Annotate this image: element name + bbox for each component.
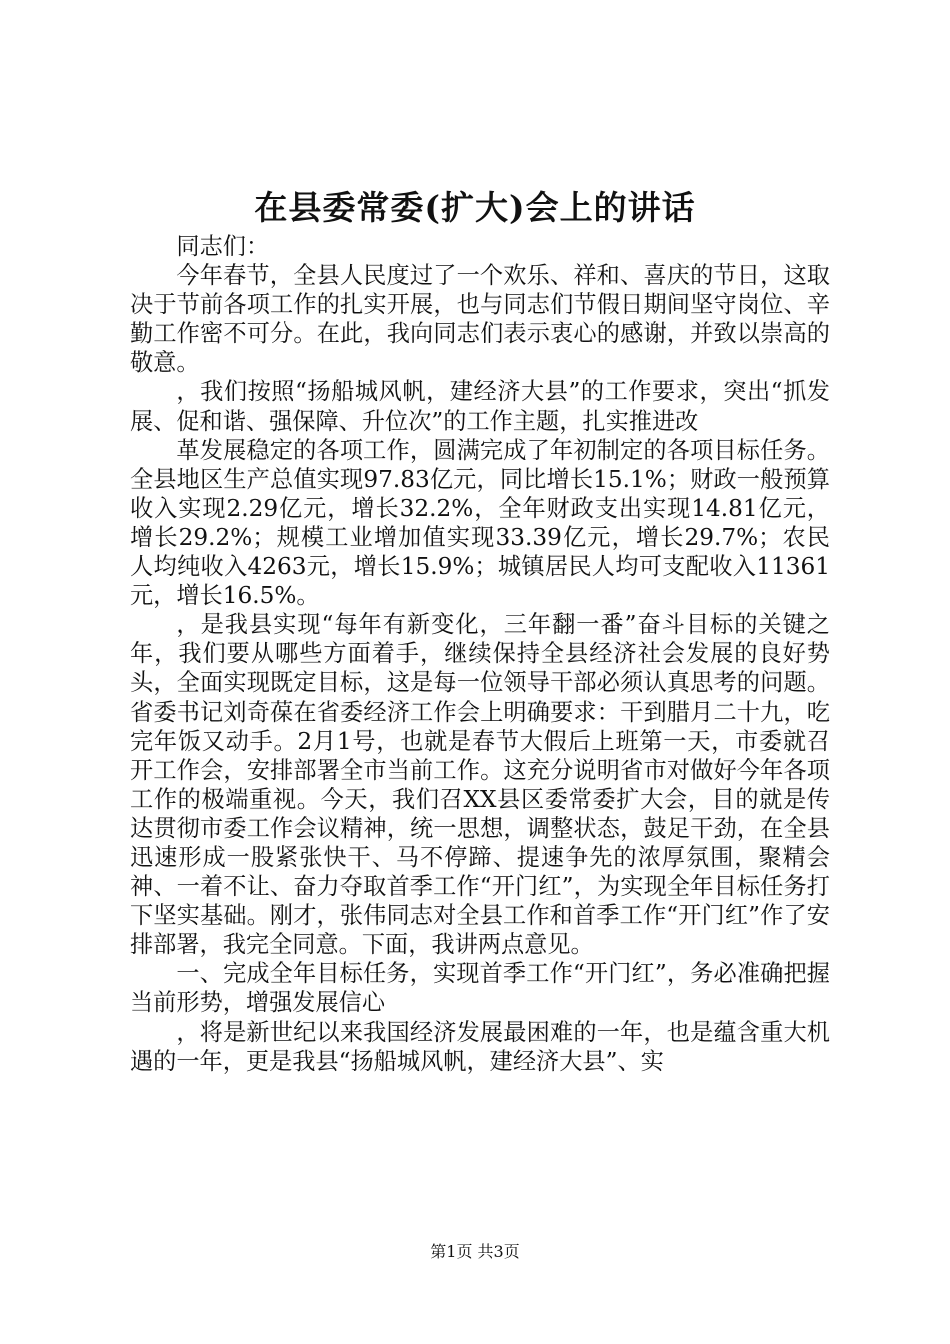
document-body — [130, 232, 830, 1076]
paragraph: ，是我县实现“每年有新变化，三年翻一番”奋斗目标的关键之年，我们要从哪些方面着手，继续保持全县经济社会发展的良好势头，全面实现既定目标，这是每一位领导干部必须认真思考的问题。省委书记刘奇葆在省委经济工作会上明确要求：干到腊月二十九，吃完年饭又动手。2月1号，也就是春节大假后上班第一天，市委就召开工作会，安排部署全市当前工作。这充分说明省市对做好今年各项工作的极端重视。今天，我们召XX县区委常委扩大会，目的就是传达贯彻市委工作会议精神，统一思想，调整状态，鼓足干劲，在全县迅速形成一股紧张快干、马不停蹄、提速争先的浓厚氛围，聚精会神、一着不让、奋力夺取首季工作“开门红”，为实现全年目标任务打下坚实基础。刚才，张伟同志对全县工作和首季工作“开门红”作了安排部署，我完全同意。下面，我讲两点意见。 — [130, 611, 830, 959]
paragraph: ，将是新世纪以来我国经济发展最困难的一年，也是蕴含重大机遇的一年，更是我县“扬船城风帆，建经济大县”、实 — [130, 1018, 830, 1075]
paragraph: ，我们按照“扬船城风帆，建经济大县”的工作要求，突出“抓发展、促和谐、强保障、升位次”的工作主题，扎实推进改 — [130, 378, 830, 435]
section-heading: 一、完成全年目标任务，实现首季工作“开门红”，务必准确把握当前形势，增强发展信心 — [130, 960, 830, 1017]
document-title: 在县委常委(扩大)会上的讲话 — [254, 188, 696, 227]
paragraph: 今年春节，全县人民度过了一个欢乐、祥和、喜庆的节日，这取决于节前各项工作的扎实开展，也与同志们节假日期间坚守岗位、辛勤工作密不可分。在此，我向同志们表示衷心的感谢，并致以崇高的敬意。 — [130, 262, 830, 377]
page-number-footer: 第1页 共3页 — [430, 1242, 520, 1261]
paragraph: 革发展稳定的各项工作，圆满完成了年初制定的各项目标任务。全县地区生产总值实现97.83亿元，同比增长15.1%；财政一般预算收入实现2.29亿元，增长32.2%，全年财政支出实现14.81亿元，增长29.2%；规模工业增加值实现33.39亿元，增长29.7%；农民人均纯收入4263元，增长15.9%；城镇居民人均可支配收入11361元，增长16.5%。 — [130, 436, 830, 610]
paragraph-salutation: 同志们： — [176, 233, 270, 260]
